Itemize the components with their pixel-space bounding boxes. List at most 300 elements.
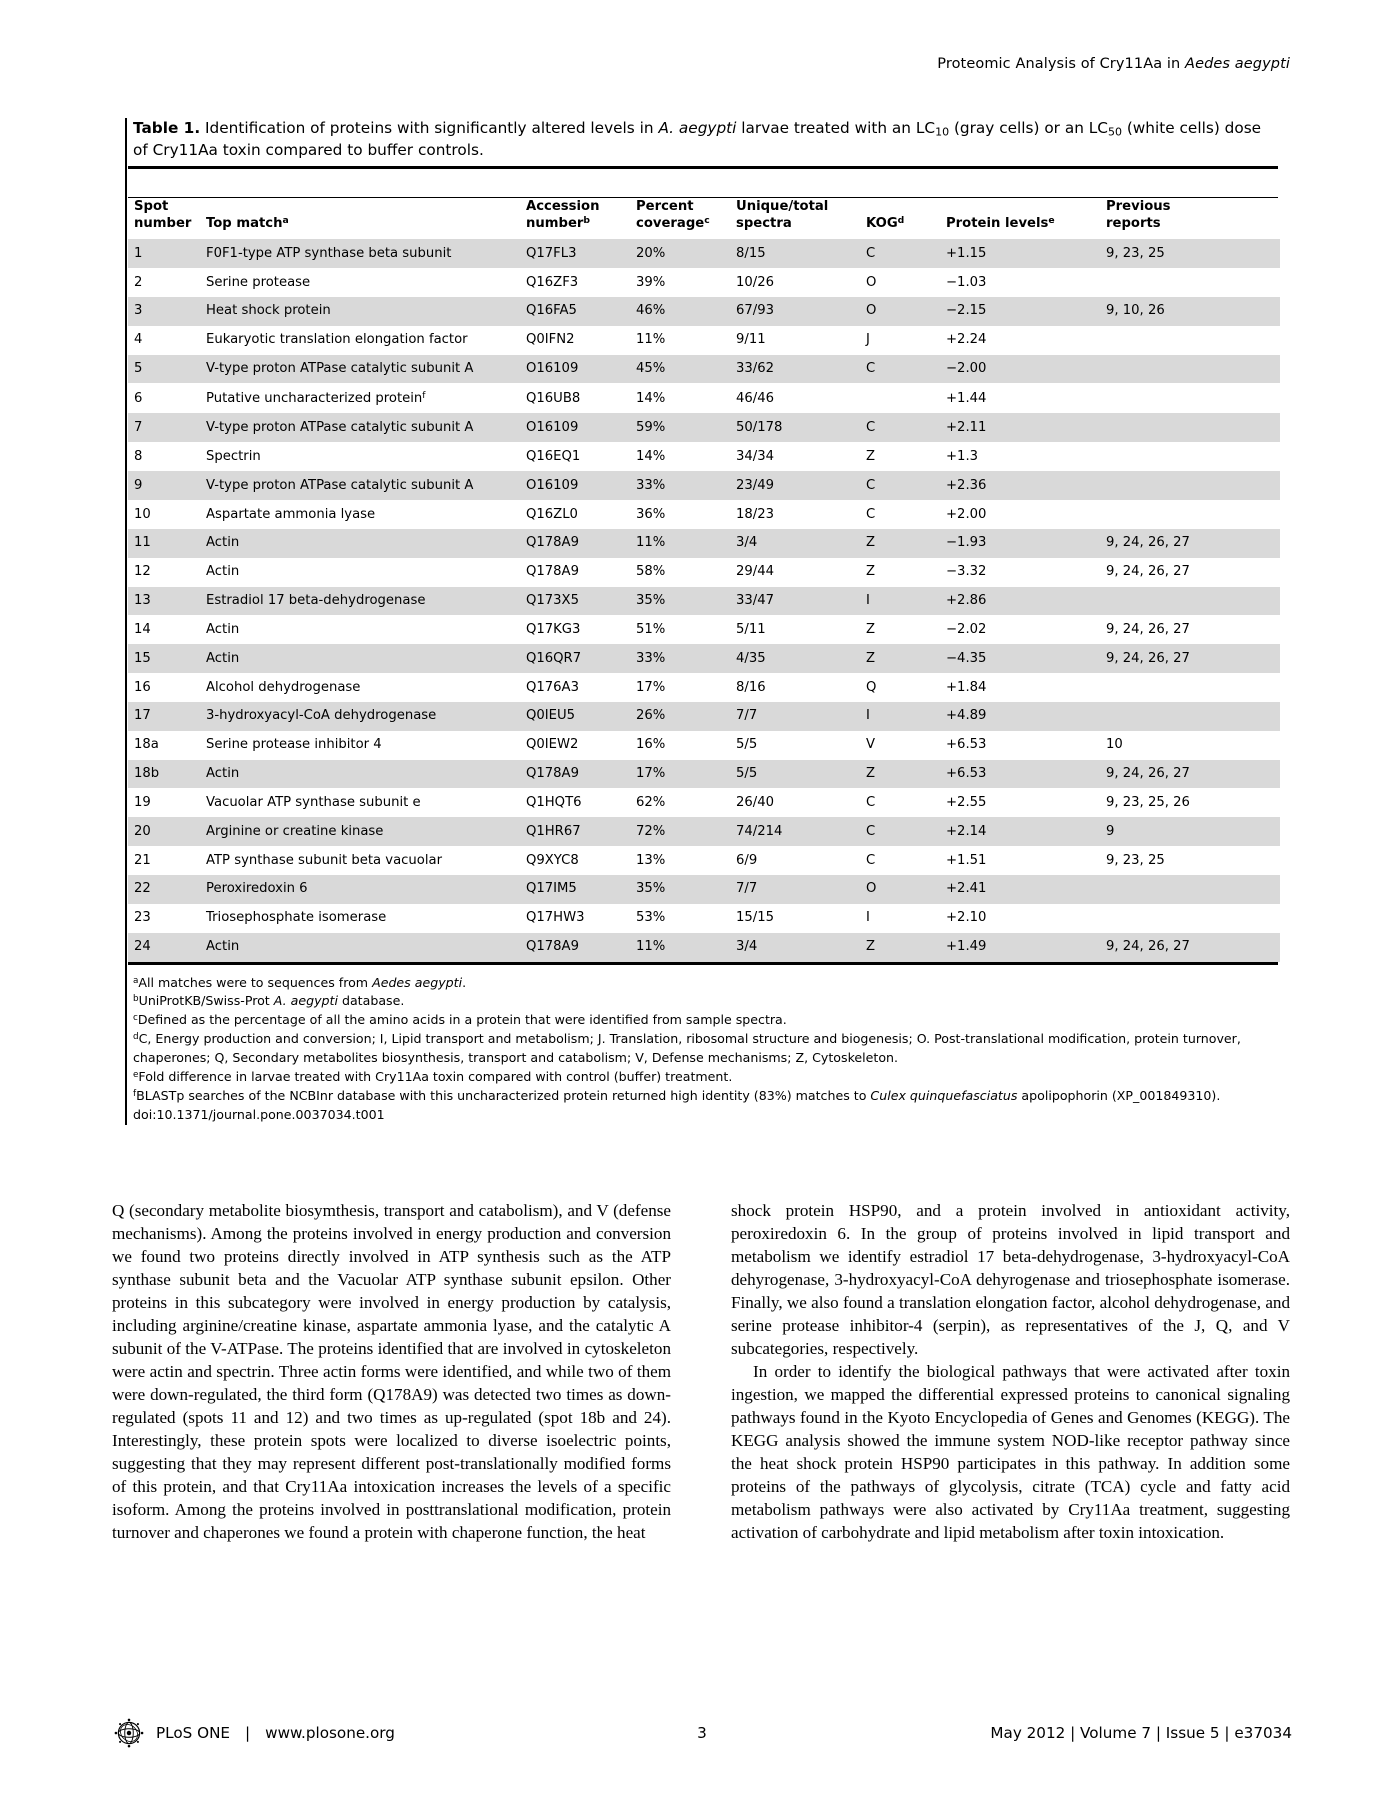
cell-protein-level: +2.24 [940,326,1100,355]
table-row [128,500,1280,529]
caption-part-4: (white cells) dose of Cry11Aa toxin compared to buffer controls. [133,119,1262,160]
column-header-line2: Top match [206,216,283,232]
footnote-a [133,974,1278,993]
cell-unique-total-spectra: 23/49 [730,471,860,500]
cell-spot-number: 15 [128,644,200,673]
cell-previous-reports: 9, 24, 26, 27 [1100,529,1280,558]
cell-protein-level: +2.41 [940,875,1100,904]
cell-accession-number: Q178A9 [520,933,630,962]
cell-percent-coverage: 35% [630,587,730,616]
table-1-block [126,118,1278,1125]
footnote-f-post: apolipophorin (XP_001849310). [1017,1087,1221,1103]
cell-unique-total-spectra: 10/26 [730,268,860,297]
cell-accession-number: Q178A9 [520,529,630,558]
cell-previous-reports [1100,702,1280,731]
cell-unique-total-spectra: 8/15 [730,239,860,268]
cell-kog: O [860,875,940,904]
cell-accession-number: Q0IFN2 [520,326,630,355]
cell-unique-total-spectra: 34/34 [730,442,860,471]
cell-accession-number: Q1HQT6 [520,788,630,817]
table-row [128,587,1280,616]
footnote-d-marker: d [133,1032,139,1043]
cell-percent-coverage: 20% [630,239,730,268]
column-header-footnote-marker: b [583,214,591,226]
cell-top-match: V-type proton ATPase catalytic subunit A [200,413,520,442]
column-header-0 [128,198,200,239]
footnote-a-marker: a [133,975,139,986]
footnote-b-pre: UniProtKB/Swiss-Prot [138,993,274,1009]
table-row [128,558,1280,587]
cell-accession-number: O16109 [520,413,630,442]
cell-unique-total-spectra: 4/35 [730,644,860,673]
cell-unique-total-spectra: 9/11 [730,326,860,355]
footnote-a-post: . [462,974,467,990]
cell-protein-level: +2.11 [940,413,1100,442]
cell-spot-number: 14 [128,615,200,644]
cell-spot-number: 13 [128,587,200,616]
cell-top-match: Aspartate ammonia lyase [200,500,520,529]
cell-percent-coverage: 36% [630,500,730,529]
cell-protein-level: +1.3 [940,442,1100,471]
cell-accession-number: Q17IM5 [520,875,630,904]
caption-part-3: (gray cells) or an LC [949,119,1108,137]
cell-kog: C [860,500,940,529]
cell-protein-level: +2.14 [940,817,1100,846]
cell-percent-coverage: 14% [630,442,730,471]
cell-accession-number: Q17FL3 [520,239,630,268]
column-header-line1: Previous [1106,198,1171,214]
table-row [128,788,1280,817]
cell-percent-coverage: 33% [630,471,730,500]
footnote-b [133,992,1278,1011]
cell-previous-reports: 9, 24, 26, 27 [1100,933,1280,962]
body-paragraph: In order to identify the biological pathways that were activated after toxin ingestion, we mapped the differential expressed proteins to canonical signaling pathways found in the Kyoto Encyclopedia of Genes and Genomes (KEGG). The KEGG analysis showed the immune system NOD-like receptor pathway since the heat shock protein HSP90 participates in this pathway. In addition some proteins of the pathways of glycolysis, citrate (TCA) cycle and fatty acid metabolism pathways were also activated by Cry11Aa treatment, suggesting activation of carbohydrate and lipid metabolism after toxin intoxication. [731,1361,1290,1542]
cell-previous-reports [1100,904,1280,933]
column-header-4 [730,198,860,239]
table-row [128,297,1280,326]
cell-percent-coverage: 14% [630,383,730,413]
column-header-line2: spectra [736,216,792,232]
cell-percent-coverage: 62% [630,788,730,817]
cell-previous-reports: 9 [1100,817,1280,846]
column-header-line2: reports [1106,216,1161,232]
cell-top-match: Heat shock protein [200,297,520,326]
cell-previous-reports: 9, 23, 25 [1100,846,1280,875]
cell-previous-reports: 9, 24, 26, 27 [1100,760,1280,789]
cell-unique-total-spectra: 26/40 [730,788,860,817]
cell-kog: C [860,413,940,442]
caption-lc10-sub: 10 [935,125,950,139]
footnote-d-text: C, Energy production and conversion; I, Lipid transport and metabolism; J. Translation, ribosomal structure and biogenesis; O. Post-translational modification, protein turnover, chaperones; Q, Secondary metabolites biosynthesis, transport and catabolism; V, Defense mechanisms; Z, Cytoskeleton. [133,1031,1241,1066]
table-row [128,239,1280,268]
cell-top-match: Serine protease [200,268,520,297]
table-row [128,615,1280,644]
cell-spot-number: 8 [128,442,200,471]
table-row [128,383,1280,413]
cell-top-match: ATP synthase subunit beta vacuolar [200,846,520,875]
footnote-doi: doi:10.1371/journal.pone.0037034.t001 [133,1106,385,1122]
column-header-line2: KOG [866,216,898,232]
cell-previous-reports [1100,471,1280,500]
footnote-b-marker: b [133,994,139,1005]
cell-unique-total-spectra: 3/4 [730,529,860,558]
body-paragraph: shock protein HSP90, and a protein involved in antioxidant activity, peroxiredoxin 6. In the group of proteins involved in lipid transport and metabolism we identify estradiol 17 beta-dehydrogenase, 3-hydroxyacyl-CoA dehyrogenase, 3-hydroxyacyl-CoA dehyrogenase and triosephosphate isomerase. Finally, we also found a translation elongation factor, alcohol dehydrogenase, and serine protease inhibitor-4 (serpin), as representatives of the J, Q, and V subcategories, respectively. [731,1201,1290,1358]
footnote-c-marker: c [133,1013,138,1024]
table-row [128,326,1280,355]
column-header-line2: number [134,216,192,232]
cell-percent-coverage: 58% [630,558,730,587]
table-row [128,846,1280,875]
cell-percent-coverage: 11% [630,529,730,558]
table-body [128,239,1280,961]
column-header-line2: number [526,216,584,232]
cell-kog: Z [860,760,940,789]
cell-spot-number: 16 [128,673,200,702]
cell-kog: J [860,326,940,355]
cell-percent-coverage: 17% [630,760,730,789]
cell-top-match: Eukaryotic translation elongation factor [200,326,520,355]
cell-spot-number: 21 [128,846,200,875]
column-header-5 [860,198,940,239]
cell-top-match: Actin [200,558,520,587]
cell-kog: V [860,731,940,760]
body-column-left [112,1200,671,1545]
table-row [128,933,1280,962]
cell-kog: C [860,788,940,817]
cell-top-match: V-type proton ATPase catalytic subunit A [200,471,520,500]
cell-protein-level: −1.03 [940,268,1100,297]
cell-percent-coverage: 46% [630,297,730,326]
cell-percent-coverage: 33% [630,644,730,673]
table-row [128,760,1280,789]
cell-spot-number: 23 [128,904,200,933]
cell-kog: Z [860,558,940,587]
article-body [112,1200,1290,1545]
cell-top-match: Estradiol 17 beta-dehydrogenase [200,587,520,616]
running-head-plain: Proteomic Analysis of Cry11Aa in [937,56,1186,72]
footnote-f [133,1087,1278,1106]
table-row [128,731,1280,760]
cell-unique-total-spectra: 46/46 [730,383,860,413]
table-row [128,817,1280,846]
cell-top-match: Actin [200,529,520,558]
cell-accession-number: Q16QR7 [520,644,630,673]
cell-protein-level: +6.53 [940,731,1100,760]
footer-separator: | [245,1724,251,1742]
cell-top-match: Arginine or creatine kinase [200,817,520,846]
column-header-footnote-marker: e [1048,214,1055,226]
cell-previous-reports [1100,587,1280,616]
cell-protein-level: +2.10 [940,904,1100,933]
cell-protein-level: +4.89 [940,702,1100,731]
cell-protein-level: −2.02 [940,615,1100,644]
table-row [128,471,1280,500]
cell-spot-number: 6 [128,383,200,413]
cell-previous-reports [1100,413,1280,442]
table-row [128,875,1280,904]
cell-top-match: Vacuolar ATP synthase subunit e [200,788,520,817]
cell-spot-number: 4 [128,326,200,355]
cell-percent-coverage: 45% [630,355,730,384]
column-header-line1: Percent [636,198,694,214]
cell-top-match: Alcohol dehydrogenase [200,673,520,702]
column-header-line1: Accession [526,198,600,214]
footnote-e-text: Fold difference in larvae treated with Cry11Aa toxin compared with control (buffer) treatment. [138,1068,733,1084]
cell-kog: C [860,846,940,875]
cell-previous-reports [1100,326,1280,355]
page-footer [112,1716,1292,1750]
column-header-line2: coverage [636,216,705,232]
footnote-f-pre: BLASTp searches of the NCBInr database with this uncharacterized protein returned high identity (83%) matches to [136,1087,871,1103]
cell-percent-coverage: 26% [630,702,730,731]
cell-previous-reports: 9, 23, 25 [1100,239,1280,268]
footnote-b-post: database. [337,993,405,1009]
cell-spot-number: 9 [128,471,200,500]
cell-kog: I [860,702,940,731]
cell-previous-reports: 9, 23, 25, 26 [1100,788,1280,817]
cell-accession-number: Q178A9 [520,558,630,587]
table-label: Table 1. [133,119,201,137]
cell-unique-total-spectra: 29/44 [730,558,860,587]
cell-accession-number: Q0IEU5 [520,702,630,731]
cell-accession-number: Q16ZF3 [520,268,630,297]
cell-top-match: Putative uncharacterized protein$^f$ [200,383,520,413]
cell-unique-total-spectra: 74/214 [730,817,860,846]
cell-accession-number: Q16UB8 [520,383,630,413]
cell-spot-number: 1 [128,239,200,268]
cell-previous-reports [1100,673,1280,702]
cell-unique-total-spectra: 67/93 [730,297,860,326]
table-row [128,904,1280,933]
table-row [128,442,1280,471]
cell-protein-level: +1.51 [940,846,1100,875]
cell-percent-coverage: 17% [630,673,730,702]
footnote-a-pre: All matches were to sequences from [138,974,373,990]
table-header-row [128,198,1280,239]
cell-top-match: Triosephosphate isomerase [200,904,520,933]
table-footnotes [126,965,1278,1125]
cell-kog: Z [860,644,940,673]
body-paragraph: Q (secondary metabolite biosymthesis, transport and catabolism), and V (defense mechanisms). Among the proteins involved in energy production and conversion we found two proteins directly involved in ATP synthesis such as the ATP synthase subunit beta and the Vacuolar ATP synthase subunit epsilon. Other proteins in this subcategory were involved in energy production by catalysis, including arginine/creatine kinase, aspartate ammonia lyase, and the catalytic A subunit of the V-ATPase. The proteins identified that are involved in cytoskeleton were actin and spectrin. Three actin forms were identified, and while two of them were down-regulated, the third form (Q178A9) was detected two times as down-regulated (spots 11 and 12) and two times as up-regulated (spot 18b and 24). Interestingly, these protein spots were localized to diverse isoelectric points, suggesting that they may represent different post-translationally modified forms of this protein, and that Cry11Aa intoxication increases the levels of a specific isoform. Among the proteins involved in posttranslational modification, protein turnover and chaperones we found a protein with chaperone function, the heat [112,1201,671,1542]
cell-percent-coverage: 35% [630,875,730,904]
cell-previous-reports [1100,355,1280,384]
cell-accession-number: O16109 [520,471,630,500]
column-header-3 [630,198,730,239]
cell-spot-number: 2 [128,268,200,297]
cell-previous-reports [1100,383,1280,413]
cell-unique-total-spectra: 7/7 [730,702,860,731]
footnote-f-italic: Culex quinquefasciatus [870,1087,1018,1103]
cell-accession-number: Q173X5 [520,587,630,616]
cell-top-match: Spectrin [200,442,520,471]
cell-percent-coverage: 16% [630,731,730,760]
cell-previous-reports: 9, 24, 26, 27 [1100,644,1280,673]
column-header-footnote-marker: c [704,214,710,226]
cell-spot-number: 19 [128,788,200,817]
table-row [128,702,1280,731]
table-left-rule [125,118,127,1125]
table-head [128,198,1280,239]
cell-kog [860,383,940,413]
cell-spot-number: 22 [128,875,200,904]
cell-percent-coverage: 59% [630,413,730,442]
cell-percent-coverage: 13% [630,846,730,875]
cell-kog: C [860,355,940,384]
cell-footnote-marker: f [422,389,426,401]
cell-spot-number: 5 [128,355,200,384]
cell-spot-number: 18b [128,760,200,789]
cell-protein-level: +1.49 [940,933,1100,962]
cell-unique-total-spectra: 15/15 [730,904,860,933]
cell-spot-number: 12 [128,558,200,587]
cell-protein-level: −2.00 [940,355,1100,384]
cell-protein-level: +1.15 [940,239,1100,268]
caption-lc50-sub: 50 [1107,125,1122,139]
column-header-line2: Protein levels [946,216,1049,232]
cell-spot-number: 24 [128,933,200,962]
cell-top-match: V-type proton ATPase catalytic subunit A [200,355,520,384]
cell-previous-reports: 9, 10, 26 [1100,297,1280,326]
footnote-c-text: Defined as the percentage of all the amino acids in a protein that were identified from sample spectra. [137,1012,787,1028]
cell-protein-level: +2.86 [940,587,1100,616]
cell-accession-number: Q178A9 [520,760,630,789]
table-row [128,355,1280,384]
cell-unique-total-spectra: 50/178 [730,413,860,442]
body-column-right [731,1200,1290,1545]
cell-kog: Z [860,529,940,558]
table-row [128,268,1280,297]
footer-citation: May 2012 | Volume 7 | Issue 5 | e37034 [990,1724,1292,1742]
table-row [128,673,1280,702]
cell-spot-number: 20 [128,817,200,846]
caption-part-2: larvae treated with an LC [736,119,936,137]
cell-percent-coverage: 39% [630,268,730,297]
cell-kog: I [860,587,940,616]
cell-top-match: Peroxiredoxin 6 [200,875,520,904]
cell-protein-level: −1.93 [940,529,1100,558]
cell-unique-total-spectra: 3/4 [730,933,860,962]
cell-accession-number: Q9XYC8 [520,846,630,875]
table-row [128,644,1280,673]
cell-spot-number: 7 [128,413,200,442]
cell-percent-coverage: 11% [630,933,730,962]
cell-top-match: Actin [200,615,520,644]
cell-accession-number: Q17KG3 [520,615,630,644]
table-caption [126,118,1278,166]
cell-accession-number: O16109 [520,355,630,384]
cell-kog: C [860,239,940,268]
cell-accession-number: Q0IEW2 [520,731,630,760]
running-head [937,56,1290,72]
cell-unique-total-spectra: 18/23 [730,500,860,529]
cell-protein-level: −3.32 [940,558,1100,587]
cell-unique-total-spectra: 8/16 [730,673,860,702]
cell-protein-level: +2.00 [940,500,1100,529]
cell-protein-level: +2.55 [940,788,1100,817]
cell-previous-reports [1100,500,1280,529]
footnote-f-marker: f [133,1088,137,1099]
table-row [128,413,1280,442]
cell-unique-total-spectra: 7/7 [730,875,860,904]
column-header-footnote-marker: d [897,214,905,226]
cell-kog: I [860,904,940,933]
column-header-2 [520,198,630,239]
cell-spot-number: 10 [128,500,200,529]
proteins-table [128,198,1280,962]
cell-protein-level: −2.15 [940,297,1100,326]
cell-protein-level: +1.84 [940,673,1100,702]
caption-part-1: Identification of proteins with significantly altered levels in [200,119,659,137]
cell-top-match: F0F1-type ATP synthase beta subunit [200,239,520,268]
cell-accession-number: Q16EQ1 [520,442,630,471]
cell-top-match: Actin [200,933,520,962]
cell-top-match: Actin [200,760,520,789]
cell-kog: C [860,817,940,846]
cell-percent-coverage: 11% [630,326,730,355]
column-header-1 [200,198,520,239]
cell-spot-number: 11 [128,529,200,558]
footer-page-number: 3 [697,1724,707,1742]
column-header-line1: Unique/total [736,198,829,214]
footnote-e [133,1068,1278,1087]
cell-top-match: Serine protease inhibitor 4 [200,731,520,760]
cell-previous-reports [1100,268,1280,297]
footnote-b-italic: A. aegypti [273,993,338,1009]
cell-kog: Q [860,673,940,702]
cell-kog: O [860,268,940,297]
cell-unique-total-spectra: 5/5 [730,731,860,760]
cell-unique-total-spectra: 33/62 [730,355,860,384]
cell-top-match: 3-hydroxyacyl-CoA dehydrogenase [200,702,520,731]
running-head-italic: Aedes aegypti [1185,56,1290,72]
cell-percent-coverage: 72% [630,817,730,846]
column-header-6 [940,198,1100,239]
cell-kog: O [860,297,940,326]
cell-protein-level: −4.35 [940,644,1100,673]
footer-website[interactable]: www.plosone.org [265,1724,395,1742]
cell-unique-total-spectra: 5/11 [730,615,860,644]
cell-unique-total-spectra: 33/47 [730,587,860,616]
cell-accession-number: Q1HR67 [520,817,630,846]
cell-accession-number: Q16FA5 [520,297,630,326]
cell-spot-number: 3 [128,297,200,326]
cell-accession-number: Q176A3 [520,673,630,702]
cell-protein-level: +2.36 [940,471,1100,500]
cell-spot-number: 18a [128,731,200,760]
cell-kog: Z [860,933,940,962]
column-header-7 [1100,198,1280,239]
cell-previous-reports: 9, 24, 26, 27 [1100,558,1280,587]
cell-percent-coverage: 51% [630,615,730,644]
cell-kog: Z [860,615,940,644]
cell-kog: C [860,471,940,500]
cell-unique-total-spectra: 6/9 [730,846,860,875]
footnote-d [133,1030,1278,1068]
cell-previous-reports: 9, 24, 26, 27 [1100,615,1280,644]
column-header-line1: Spot [134,198,169,214]
footnote-a-italic: Aedes aegypti [372,974,463,990]
table-header-spacer [126,169,1278,197]
caption-species-1: A. aegypti [658,119,737,137]
footnote-e-marker: e [133,1069,139,1080]
cell-accession-number: Q17HW3 [520,904,630,933]
cell-unique-total-spectra: 5/5 [730,760,860,789]
cell-previous-reports [1100,442,1280,471]
cell-previous-reports: 10 [1100,731,1280,760]
table-row [128,529,1280,558]
cell-previous-reports [1100,875,1280,904]
cell-kog: Z [860,442,940,471]
